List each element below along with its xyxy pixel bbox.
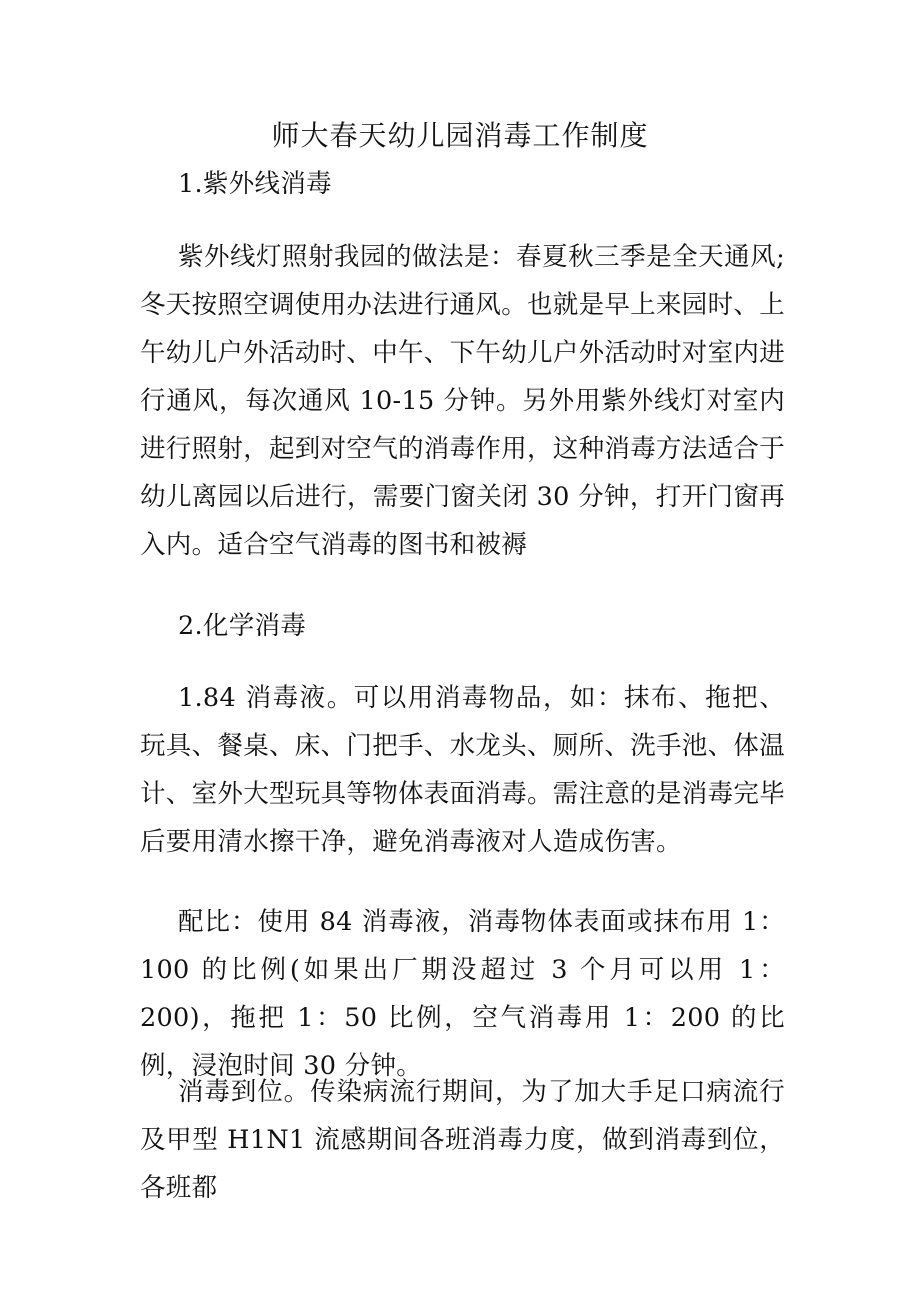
- section-heading-uv: 1.紫外线消毒: [178, 169, 332, 199]
- paragraph-disinfection-in-place: 消毒到位。传染病流行期间，为了加大手足口病流行及甲型 H1N1 流感期间各班消毒力度，做到消毒到位，各班都: [140, 1077, 785, 1203]
- paragraph-uv-disinfection: 紫外线灯照射我园的做法是：春夏秋三季是全天通风;冬天按照空调使用办法进行通风。也就是早上来园时、上午幼儿户外活动时、中午、下午幼儿户外活动时对室内进行通风，每次通风 10-15 分钟。另外用紫外线灯对室内进行照射，起到对空气的消毒作用，这种消毒方法适合于幼儿离园以后进行，需要门窗关闭 30 分钟，打开门窗再入内。适合空气消毒的图书和被褥: [140, 242, 786, 560]
- section-heading-chemical: 2.化学消毒: [178, 611, 307, 641]
- paragraph-ratio: 配比：使用 84 消毒液，消毒物体表面或抹布用 1：100 的比例(如果出厂期没超过 3 个月可以用 1：200)，拖把 1：50 比例，空气消毒用 1：200 的比例，浸泡时间 30 分钟。: [140, 907, 785, 1081]
- paragraph-84-disinfectant: 1.84 消毒液。可以用消毒物品，如：抹布、拖把、玩具、餐桌、床、门把手、水龙头、厕所、洗手池、体温计、室外大型玩具等物体表面消毒。需注意的是消毒完毕后要用清水擦干净，避免消毒液对人造成伤害。: [140, 683, 786, 857]
- document-title: 师大春天幼儿园消毒工作制度: [271, 119, 649, 152]
